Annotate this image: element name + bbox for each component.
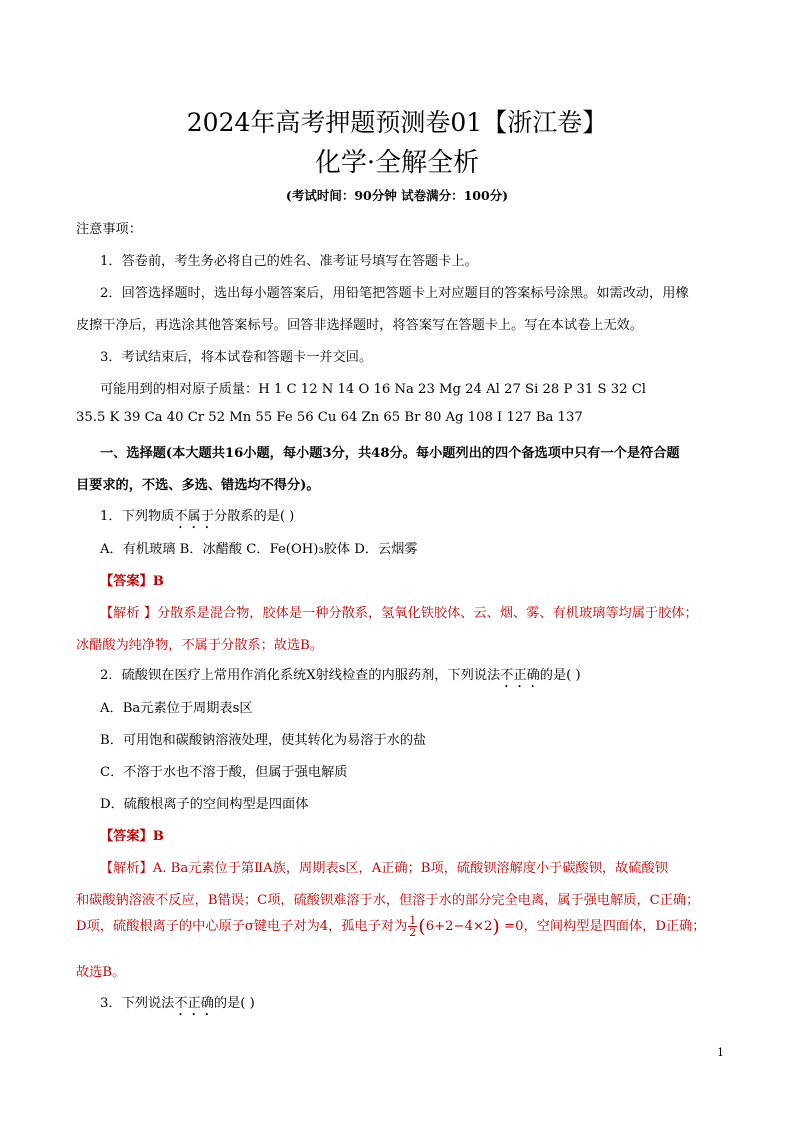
q2-stem-pre: 2．硫酸钡在医疗上常用作消化系统X射线检查的内服药剂，下列说法 — [100, 668, 501, 683]
page-title: 2024年高考押题预测卷01【浙江卷】 — [186, 108, 608, 137]
question-2-analysis-line-4: 故选B。 — [76, 965, 126, 980]
q2-analysis-line-3-pre: D项，硫酸根离子的中心原子σ键电子对为4，孤电子对为 — [76, 919, 408, 934]
note-item-2-line-2: 皮擦干净后，再选涂其他答案标号。回答非选择题时，将答案写在答题卡上。写在本试卷上无效。 — [76, 318, 644, 333]
question-2-stem — [100, 664, 581, 691]
question-2-option-c: C．不溶于水也不溶于酸，但属于强电解质 — [100, 765, 348, 780]
question-2-option-a: A．Ba元素位于周期表s区 — [100, 701, 253, 716]
section-heading-line-1: 一、选择题(本大题共16小题，每小题3分，共48分。每小题列出的四个备选项中只有一个是符合题 — [100, 446, 680, 461]
q1-emphasis: 不属于 — [174, 509, 214, 524]
question-2-option-b: B．可用饱和碳酸钠溶液处理，使其转化为易溶于水的盐 — [100, 733, 427, 748]
fraction-one-half — [408, 915, 417, 938]
q2-emphasis: 不正确 — [500, 668, 540, 683]
right-paren: ) — [492, 915, 500, 938]
question-1-options: A．有机玻璃 B．冰醋酸 C．Fe(OH)₃胶体 D．云烟雾 — [100, 542, 418, 557]
page-subtitle: 化学·全解全析 — [314, 148, 480, 178]
q3-emphasis: 不正确 — [174, 996, 214, 1011]
question-2-answer: 【答案】B — [100, 829, 164, 844]
page-number: 1 — [717, 1046, 724, 1059]
question-1-analysis-line-1: 【解析 】分散系是混合物，胶体是一种分散系，氢氧化铁胶体、云、烟、雾、有机玻璃等均属于胶体； — [100, 606, 698, 621]
atomic-mass-line-2: 35.5 K 39 Ca 40 Cr 52 Mn 55 Fe 56 Cu 64 Zn 65 Br 80 Ag 108 I 127 Ba 137 — [76, 410, 583, 425]
q3-stem-post: 的是( ) — [213, 996, 255, 1011]
question-1-analysis-line-2: 冰醋酸为纯净物，不属于分散系；故选B。 — [76, 638, 324, 653]
q2-stem-post: 的是( ) — [539, 668, 581, 683]
question-2-option-d: D．硫酸根离子的空间构型是四面体 — [100, 797, 309, 812]
question-2-analysis-line-2: 和碳酸钠溶液不反应，B错误；C项，硫酸钡难溶于水，但溶于水的部分完全电离，属于强电解质，C正确； — [76, 893, 700, 908]
q1-stem-post: 分散系的是( ) — [213, 509, 295, 524]
q3-stem-pre: 3．下列说法 — [100, 996, 175, 1011]
left-paren: ( — [418, 915, 426, 938]
exam-info: (考试时间：90分钟 试卷满分：100分) — [285, 188, 509, 203]
note-item-2-line-1: 2．回答选择题时，选出每小题答案后，用铅笔把答题卡上对应题目的答案标号涂黑。如需改动，用橡 — [100, 286, 689, 301]
q1-stem-pre: 1．下列物质 — [100, 509, 175, 524]
question-2-analysis-line-1: 【解析】A. Ba元素位于第ⅡA族，周期表s区，A正确；B项，硫酸钡溶解度小于碳酸钡，故硫酸钡 — [100, 861, 668, 876]
fraction-denominator: 2 — [409, 926, 417, 939]
question-2-analysis-line-3 — [76, 915, 706, 938]
q2-analysis-line-3-post: =0，空间构型是四面体，D正确； — [499, 919, 706, 934]
question-1-answer: 【答案】B — [100, 574, 164, 589]
question-3-stem — [100, 992, 255, 1019]
note-item-1: 1．答卷前，考生务必将自己的姓名、准考证号填写在答题卡上。 — [100, 254, 478, 269]
fraction-numerator: 1 — [409, 914, 417, 927]
notes-heading: 注意事项： — [76, 222, 142, 237]
question-1-stem — [100, 505, 294, 532]
section-heading-line-2: 目要求的，不选、多选、错选均不得分)。 — [76, 478, 320, 493]
atomic-mass-line-1: 可能用到的相对原子质量：H 1 C 12 N 14 O 16 Na 23 Mg 24 Al 27 Si 28 P 31 S 32 Cl — [100, 382, 646, 397]
note-item-3: 3．考试结束后，将本试卷和答题卡一并交回。 — [100, 350, 373, 365]
expression: 6+2−4×2 — [425, 919, 493, 934]
